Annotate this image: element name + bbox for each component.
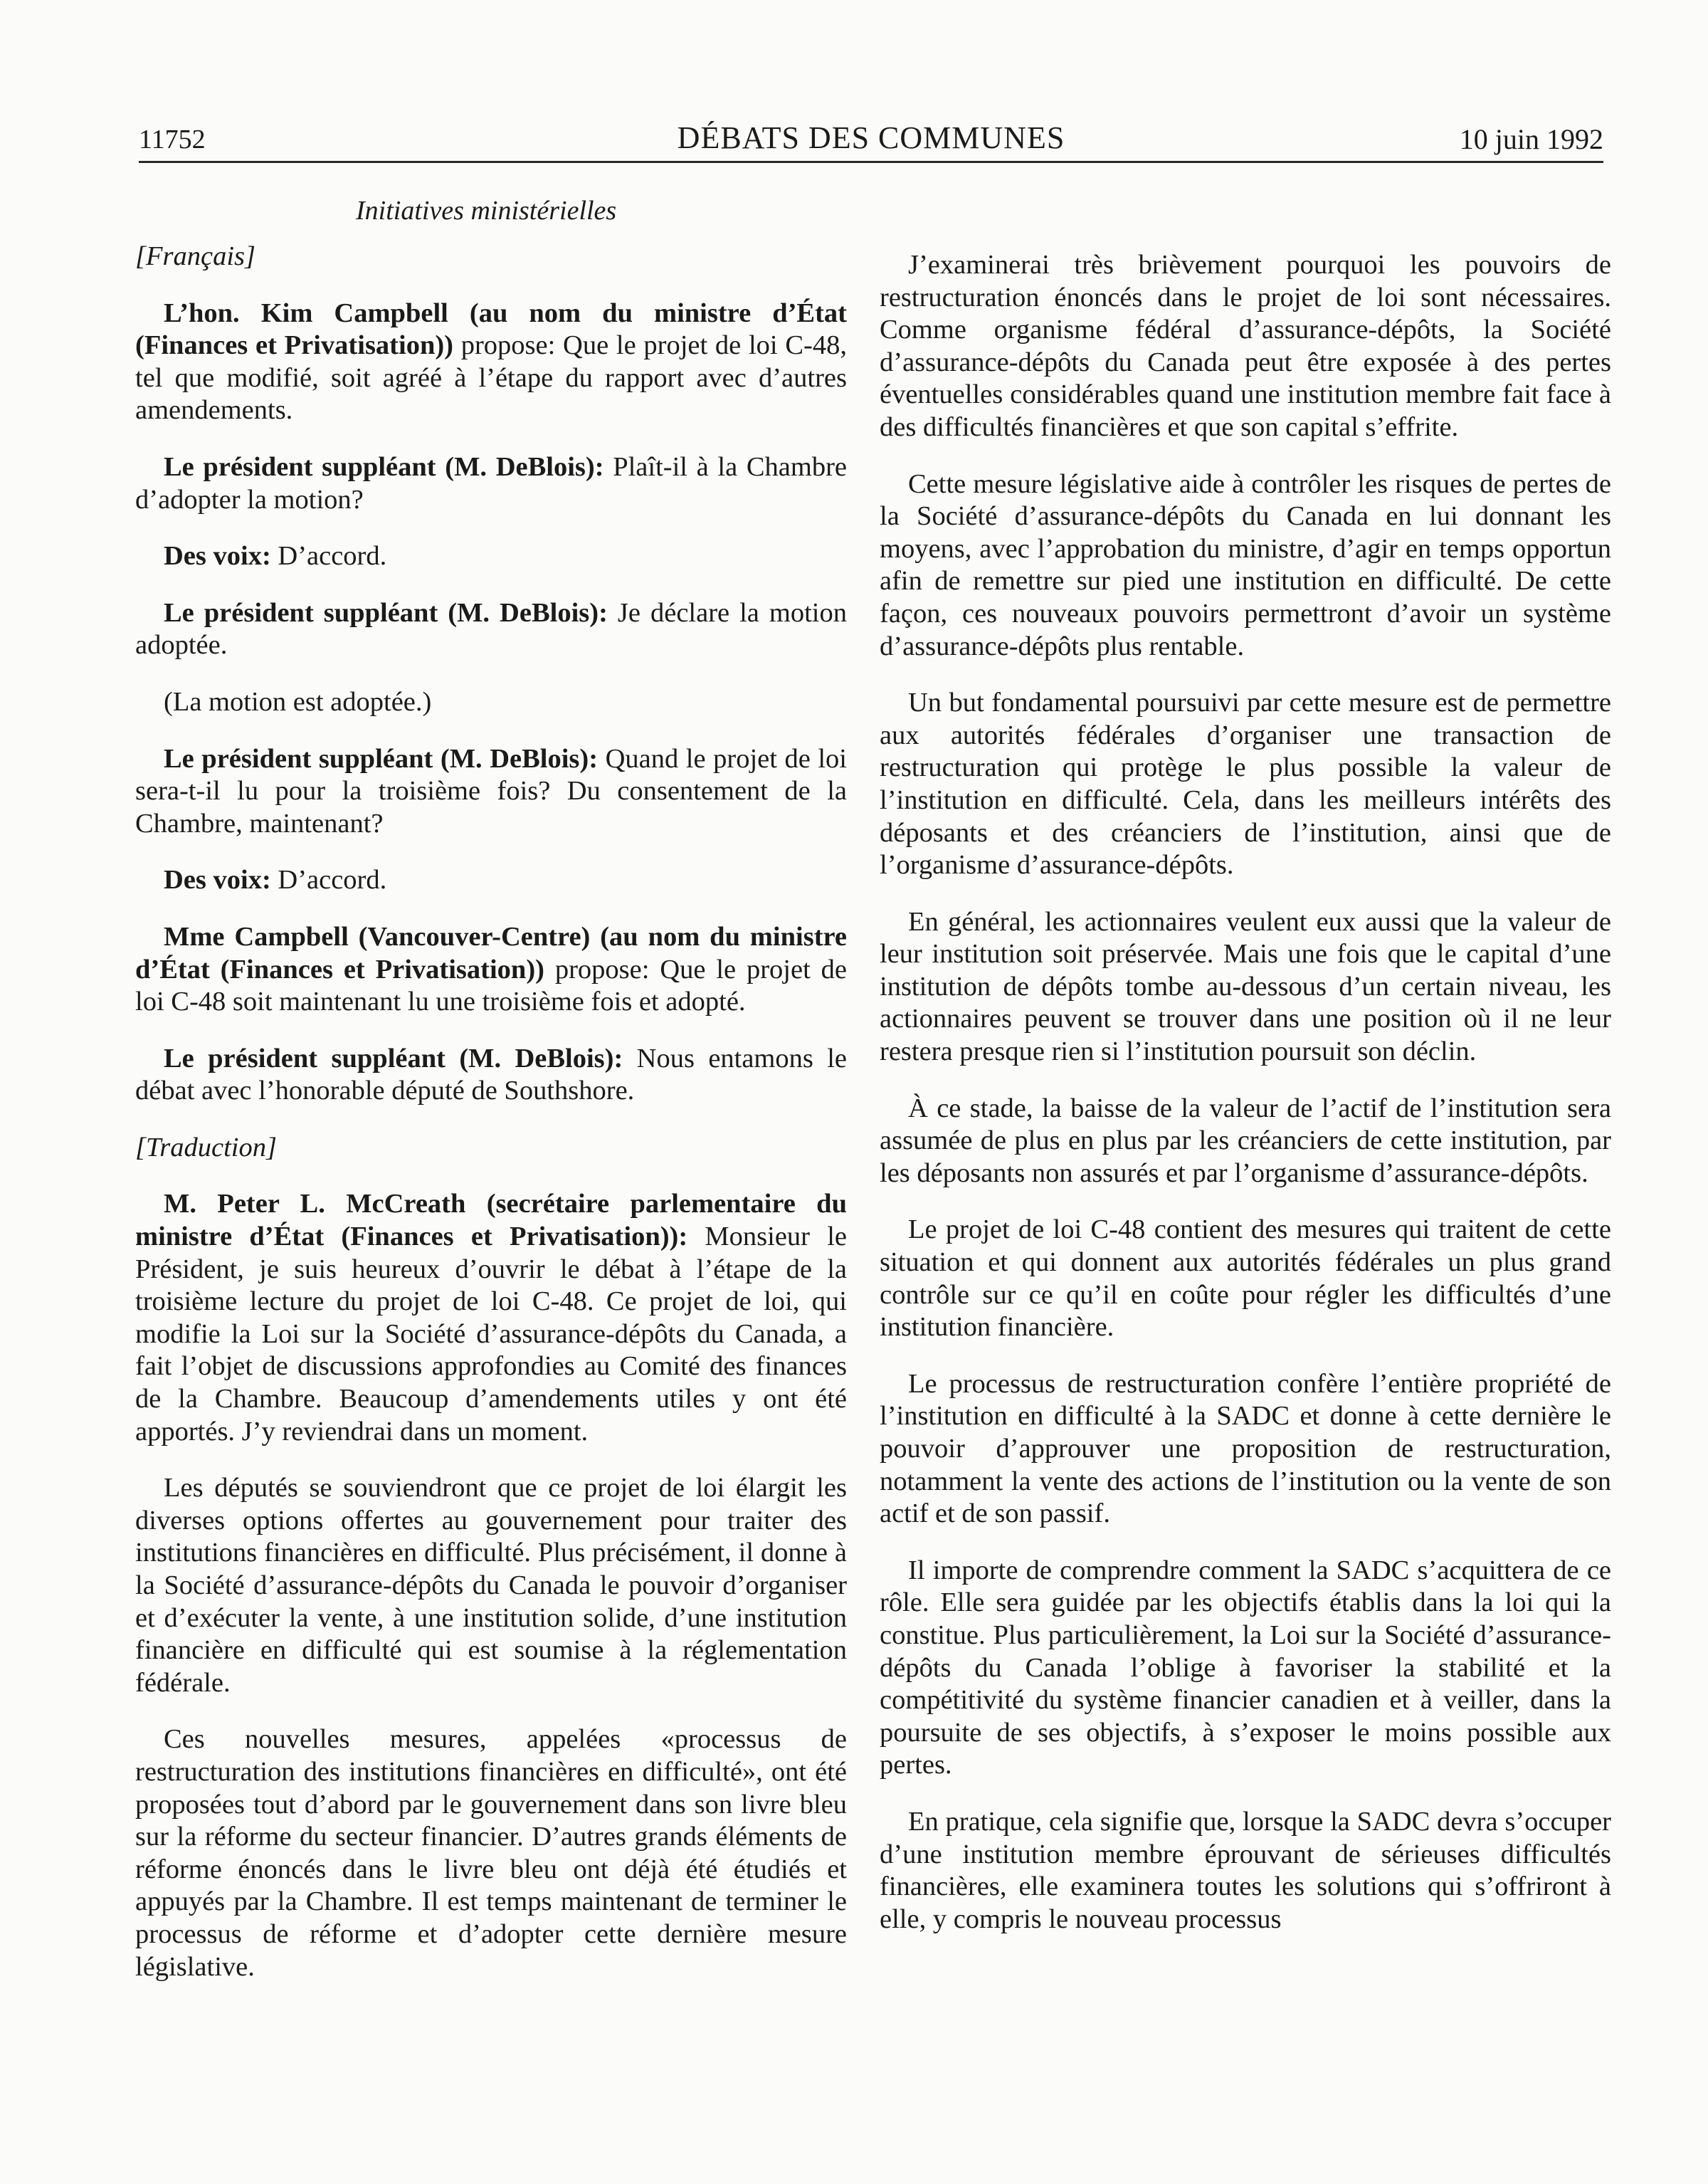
publication-title: DÉBATS DES COMMUNES [677, 120, 1065, 155]
paragraph [135, 298, 847, 427]
page-header [139, 120, 1603, 162]
paragraph [135, 1043, 847, 1108]
speaker-name: L’hon. Kim Campbell (au nom du ministre d’État (Finances et Privatisation)) [135, 298, 847, 361]
speaker-name: Le président suppléant (M. DeBlois): [164, 743, 599, 774]
paragraph: (La motion est adoptée.) [164, 686, 432, 717]
speaker-name: M. Peter L. McCreath (secrétaire parlementaire du ministre d’État (Finances et Privatisation)): [135, 1189, 847, 1252]
paragraph-text: Je déclare la motion adoptée. [135, 597, 847, 661]
speaker-name: Des voix: [164, 865, 271, 896]
paragraph: J’examinerai très brièvement pourquoi les pouvoirs de restructuration énoncés dans le projet de loi sont nécessaires. Comme organisme fédéral d’assurance-dépôts, la Société d’assurance-dépôts du Canada peut être exposée à des pertes éventuelles considérables quand une institution membre fait face à des difficultés financières et que son capital s’effrite. [880, 250, 1611, 442]
paragraph [135, 743, 847, 841]
paragraph: Il importe de comprendre comment la SADC s’acquittera de ce rôle. Elle sera guidée par les objectifs établis dans la loi qui la constitue. Plus particulièrement, la Loi sur la Société d’assurance-dépôts du Canada l’oblige à favoriser la stabilité et la compétitivité du système financier canadien et à veiller, dans la poursuite de ses objectifs, à s’exposer le moins possible aux pertes. [880, 1555, 1611, 1780]
paragraph: En général, les actionnaires veulent eux aussi que la valeur de leur institution soit préservée. Mais une fois que le capital d’une institution de dépôts tombe au-dessous d’un certain niveau, les actionnaires peuvent se trouver dans une position où il ne leur restera presque rien si l’institution poursuit son déclin. [880, 906, 1611, 1067]
paragraph: À ce stade, la baisse de la valeur de l’actif de l’institution sera assumée de plus en plus par les créanciers de cette institution, par les déposants non assurés et par l’organisme d’assurance-dépôts. [880, 1093, 1611, 1188]
paragraph: Les députés se souviendront que ce projet de loi élargit les diverses options offertes au gouvernement pour traiter des institutions financières en difficulté. Plus précisément, il donne à la Société d’assurance-dépôts du Canada le pouvoir d’organiser et d’exécuter la vente, à une institution solide, d’une institution financière en difficulté qui est soumise à la réglementation fédérale. [135, 1473, 847, 1698]
paragraph-text: Plaît-il à la Chambre d’adopter la motion? [135, 451, 847, 515]
paragraph [135, 540, 847, 573]
paragraph [135, 451, 847, 516]
paragraph: Le processus de restructuration confère l’entière propriété de l’institution en difficulté à la SADC et donne à cette dernière le pouvoir d’approuver une proposition de restructuration, notamment la vente des actions de l’institution ou la vente de son actif et de son passif. [880, 1368, 1611, 1529]
page-number: 11752 [139, 125, 206, 154]
left-column [135, 241, 847, 2007]
paragraph-text: Monsieur le Président, je suis heureux d’ouvrir le débat à l’étape de la troisième lecture du projet de loi C-48. Ce projet de loi, qui modifie la Loi sur la Société d’assurance-dépôts du Canada, a fait l’objet de discussions approfondies au Comité des finances de la Chambre. Beaucoup d’amendements utiles y ont été apportés. J’y reviendrai dans un moment. [135, 1222, 847, 1447]
paragraph: Un but fondamental poursuivi par cette mesure est de permettre aux autorités fédérales d’organiser une transaction de restructuration qui protège le plus possible la valeur de l’institution en difficulté. Cela, dans les meilleurs intérêts des déposants et des créanciers de l’institution, ainsi que de l’organisme d’assurance-dépôts. [880, 688, 1611, 881]
paragraph-text: propose: Que le projet de loi C-48 soit maintenant lu une troisième fois et adopté. [135, 954, 848, 1017]
header-rule [139, 161, 1603, 163]
paragraph-text: Quand le projet de loi sera-t-il lu pour la troisième fois? Du consentement de la Chambre, maintenant? [135, 743, 847, 839]
speaker-name: Mme Campbell (Vancouver-Centre) (au nom du ministre d’État (Finances et Privatisation)) [135, 921, 847, 985]
paragraph: Le projet de loi C-48 contient des mesures qui traitent de cette situation et qui donnent aux autorités fédérales un plus grand contrôle sur ce qu’il en coûte pour régler les difficultés d’une institution financière. [880, 1214, 1611, 1343]
paragraph-text: propose: Que le projet de loi C-48, tel que modifié, soit agréé à l’étape du rapport avec d’autres amendements. [135, 330, 847, 426]
paragraph: En pratique, cela signifie que, lorsque la SADC devra s’occuper d’une institution membre éprouvant de sérieuses difficultés financières, elle examinera toutes les solutions qui s’offriront à elle, y compris le nouveau processus [880, 1806, 1611, 1934]
language-tag: [Traduction] [135, 1132, 277, 1162]
publication-date: 10 juin 1992 [1459, 123, 1603, 155]
speaker-name: Le président suppléant (M. DeBlois): [164, 1043, 623, 1073]
speaker-name: Le président suppléant (M. DeBlois): [164, 597, 608, 628]
paragraph [135, 864, 847, 897]
paragraph-text: Nous entamons le débat avec l’honorable député de Southshore. [135, 1043, 848, 1106]
section-label: Initiatives ministérielles [356, 196, 617, 226]
speaker-name: Le président suppléant (M. DeBlois): [164, 451, 604, 482]
paragraph: Cette mesure législative aide à contrôler les risques de pertes de la Société d’assurance-dépôts du Canada en lui donnant les moyens, avec l’approbation du ministre, d’agir en temps opportun afin de remettre sur pied une institution en difficulté. De cette façon, ces nouveaux pouvoirs permettront d’avoir un système d’assurance-dépôts plus rentable. [880, 468, 1611, 661]
paragraph [135, 1188, 847, 1448]
paragraph [135, 597, 847, 662]
paragraph [135, 921, 847, 1019]
paragraph: Ces nouvelles mesures, appelées «processus de restructuration des institutions financières en difficulté», ont été proposées tout d’abord par le gouvernement dans son livre bleu sur la réforme du secteur financier. D’autres grands éléments de réforme énoncés dans le livre bleu ont déjà été étudiés et appuyés par la Chambre. Il est temps maintenant de terminer le processus de réforme et d’adopter cette dernière mesure législative. [135, 1724, 847, 1982]
speaker-name: Des voix: [164, 541, 271, 572]
paragraph-text: D’accord. [270, 541, 387, 572]
paragraph-text: D’accord. [270, 865, 387, 896]
right-column [880, 249, 1611, 1960]
language-tag: [Français] [135, 241, 255, 271]
